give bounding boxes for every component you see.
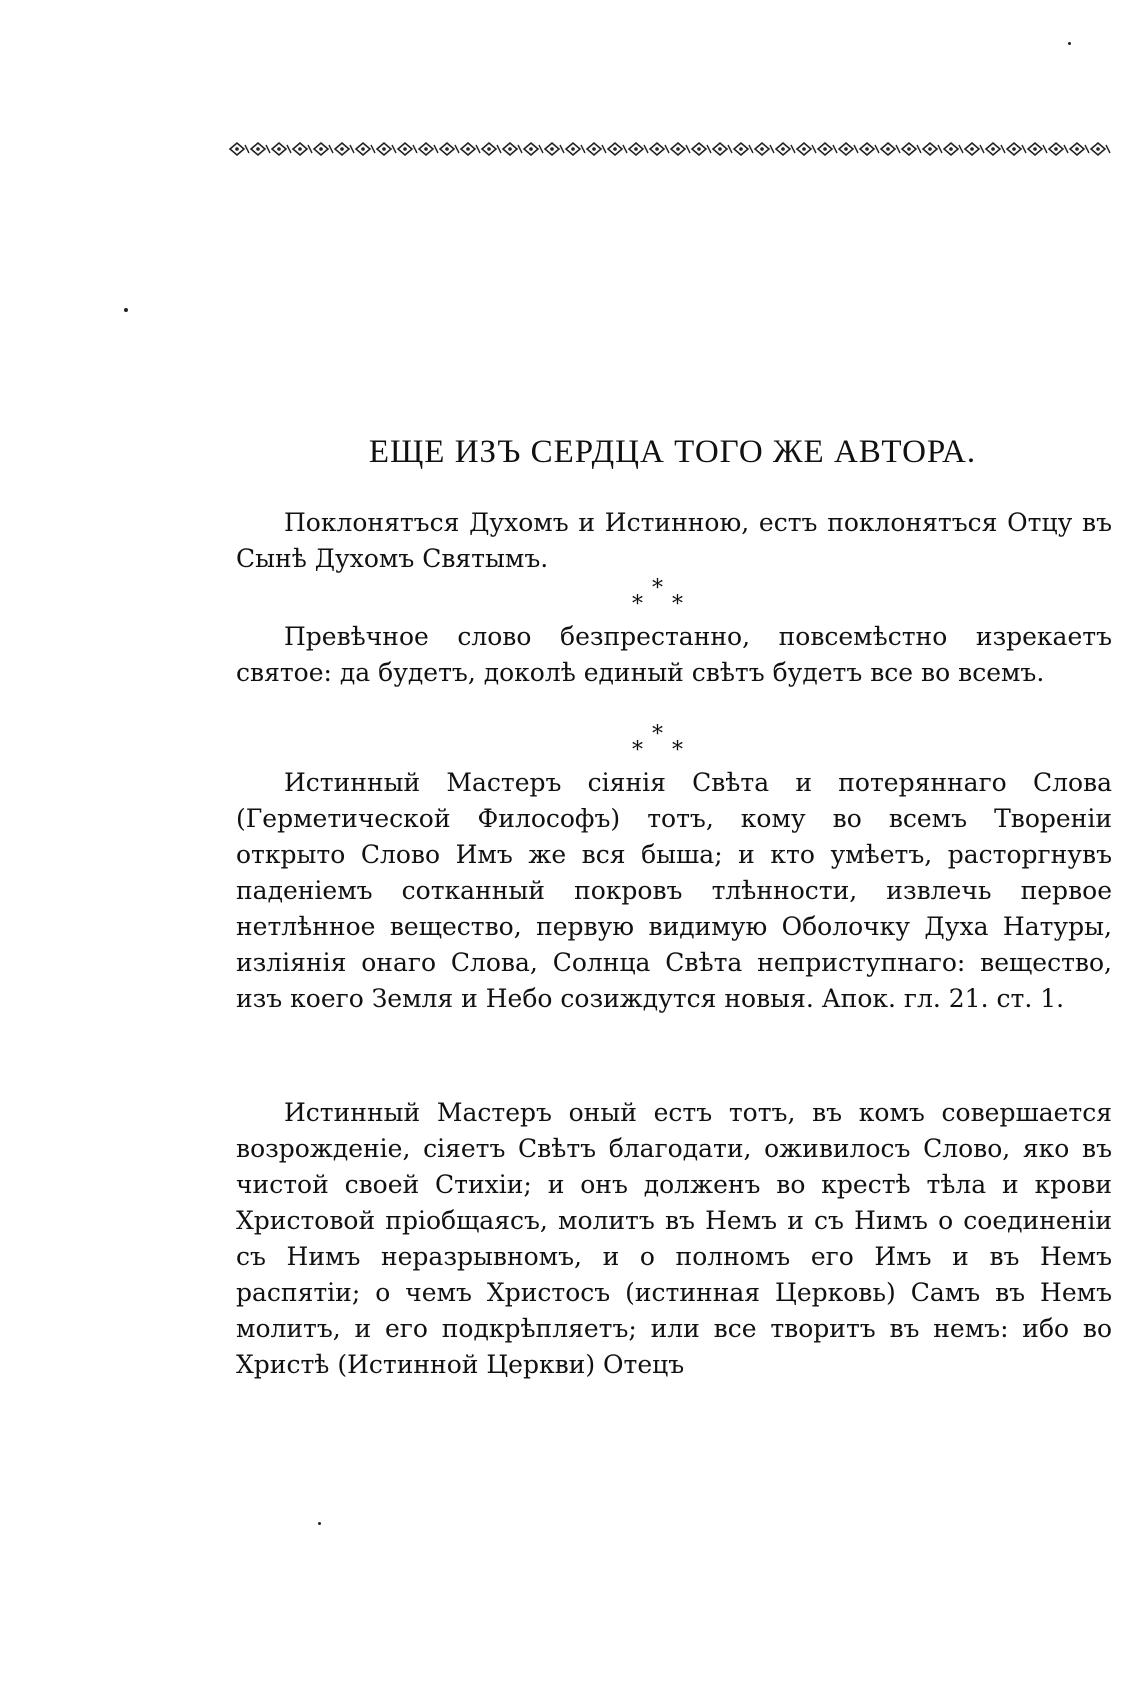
- ink-speck: [318, 1522, 321, 1525]
- ornament-motif: [587, 143, 606, 155]
- ornament-motif: [335, 143, 354, 155]
- ornament-motif: [398, 143, 417, 155]
- ornament-motif: [1091, 143, 1110, 155]
- paragraph-4: [236, 1095, 1112, 1383]
- ornament-motif: [1007, 143, 1026, 155]
- paragraph-1: [236, 505, 1112, 577]
- ornament-motif: [671, 143, 690, 155]
- ornament-motif: [377, 143, 396, 155]
- ornament-motif: [545, 143, 564, 155]
- ornament-motif: [902, 143, 921, 155]
- ornament-motif: [440, 143, 459, 155]
- ornament-motif: [356, 143, 375, 155]
- paragraph-3: [236, 765, 1112, 1017]
- decorative-border-icon: [225, 138, 1115, 160]
- ornament-motif: [503, 143, 522, 155]
- ornament-motif: [923, 143, 942, 155]
- ornament-motif: [713, 143, 732, 155]
- ornament-motif: [881, 143, 900, 155]
- ornament-motif: [944, 143, 963, 155]
- paragraph-2-text: Превѣчное слово безпрестанно, повсемѣстно изрекаетъ святое: да будетъ, доколѣ единый свѣтъ будетъ все во всемъ.: [236, 622, 1112, 687]
- ornament-motif: [755, 143, 774, 155]
- ornament-motif: [608, 143, 627, 155]
- ornament-motif: [692, 143, 711, 155]
- ornament-motif: [566, 143, 585, 155]
- ink-speck: [124, 308, 128, 312]
- ornament-motif: [524, 143, 543, 155]
- ornament-motif: [839, 143, 858, 155]
- ornament-motif: [482, 143, 501, 155]
- asterism-icon: * * *: [632, 576, 683, 617]
- ornament-motif: [1070, 143, 1089, 155]
- page-title: ЕЩЕ ИЗЪ СЕРДЦА ТОГО ЖЕ АВТОРА.: [368, 434, 977, 470]
- paragraph-3-text: Истинный Мастеръ сiянiя Свѣта и потеряннаго Слова (Герметической Философъ) тотъ, кому во всемъ Творенiи открыто Слово Имъ же вся быша; и кто умѣетъ, расторгнувъ паденiемъ сотканный покровъ тлѣнности, извлечь первое нетлѣнное вещество, первую видимую Оболочку Духа Натуры, излiянiя онаго Слова, Солнца Свѣта неприступнаго: вещество, изъ коего Земля и Небо созиждутся новыя. Апок. гл. 21. ст. 1.: [236, 768, 1112, 1013]
- ink-speck: [1068, 42, 1071, 45]
- ornament-motif: [419, 143, 438, 155]
- ornament-motif: [461, 143, 480, 155]
- ornament-motif: [965, 143, 984, 155]
- ornament-motif: [272, 143, 291, 155]
- ornament-motif: [734, 143, 753, 155]
- paragraph-4-text: Истинный Мастеръ оный естъ тотъ, въ комъ совершается возрожденiе, сiяетъ Свѣтъ благодати, оживилосъ Слово, яко въ чистой своей Стихiи; и онъ долженъ во крестѣ тѣла и крови Христовой прiобщаясъ, молитъ въ Немъ и съ Нимъ о соединенiи съ Нимъ неразрывномъ, и о полномъ его Имъ и въ Немъ распятiи; о чемъ Христосъ (истинная Церковь) Самъ въ Немъ молитъ, и его подкрѣпляетъ; или все творитъ въ немъ: ибо во Христѣ (Истинной Церкви) Отецъ: [236, 1098, 1112, 1379]
- ornament-motif: [314, 143, 333, 155]
- ornament-motif: [860, 143, 879, 155]
- asterism-icon: * * *: [632, 722, 683, 763]
- paragraph-2: [236, 619, 1112, 691]
- ornament-motif: [251, 143, 270, 155]
- ornament-motif: [650, 143, 669, 155]
- ornament-motif: [293, 143, 312, 155]
- ornament-motif: [1028, 143, 1047, 155]
- ornament-motif: [629, 143, 648, 155]
- ornament-motif: [230, 143, 249, 155]
- ornament-motif: [986, 143, 1005, 155]
- ornament-motif: [776, 143, 795, 155]
- ornament-motif: [818, 143, 837, 155]
- paragraph-1-text: Поклонятъся Духомъ и Истинною, естъ поклонятъся Отцу въ Сынѣ Духомъ Святымъ.: [236, 508, 1112, 573]
- ornament-motif: [1049, 143, 1068, 155]
- ornament-motif: [797, 143, 816, 155]
